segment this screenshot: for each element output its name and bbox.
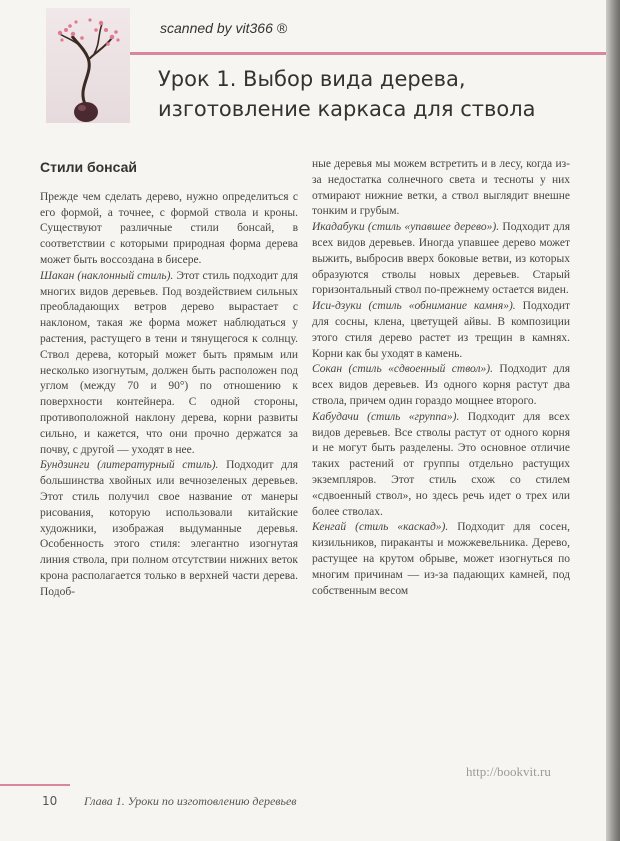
scanned-by-label: scanned by vit366 ® xyxy=(160,20,288,36)
style-name: Кабудачи (стиль «группа»). xyxy=(312,410,460,423)
style-name: Иси-дзуки (стиль «обнимание камня»). xyxy=(312,300,516,313)
paragraph: Прежде чем сделать дерево, нужно определиться с его формой, а точнее, с формой ствола и кроны. Существуют различные стили бонсай, в соответствии с которыми природная форма дерева может быть воссоздана в бисере. xyxy=(40,190,298,266)
paragraph xyxy=(312,220,570,299)
footer-divider xyxy=(0,784,70,786)
lesson-title-line-2: изготовление каркаса для ствола xyxy=(158,97,536,121)
watermark-url: http://bookvit.ru xyxy=(466,764,551,779)
left-column xyxy=(40,160,298,601)
style-name: Шакан (наклонный стиль). xyxy=(40,269,174,282)
style-description: Подходит для всех видов деревьев. Все стволы растут от одного корня и не могут быть разделены. Это основное отличие таких растений от группы отдельно растущих экземпляров. Этот стиль схож со стилем «сдвоенный ствол», но здесь речь идет о трех или более стволах. xyxy=(312,410,570,518)
lesson-title-line-1: Урок 1. Выбор вида дерева, xyxy=(158,67,466,91)
style-description: Подходит для сосен, кизильников, пираканты и можжевельника. Дерево, растущее на крутом обрыве, может изогнуться по многим причинам — из-за падающих камней, под собственным весом xyxy=(312,521,570,597)
style-name: Кенгай (стиль «каскад»). xyxy=(312,521,449,534)
style-description: Подходит для всех видов деревьев. Из одного корня растут два ствола, причем один гораздо мощнее второго. xyxy=(312,363,571,407)
lesson-title xyxy=(158,64,578,124)
paragraph: ные деревья мы можем встретить и в лесу, когда из-за недостатка солнечного света и тесноты у них отмирают нижние ветки, а ствол выглядит внешне тонким и грубым. xyxy=(312,158,570,218)
page-number: 10 xyxy=(42,794,58,808)
paragraph xyxy=(312,410,570,521)
style-description: Подходит для всех видов деревьев. Иногда упавшее дерево может выжить, выбросив вверх боковые ветви, из которых образуются стволы новых деревьев. Старый горизонтальный ствол по-прежнему остается виден. xyxy=(312,221,571,297)
header-divider xyxy=(130,52,606,55)
paragraph xyxy=(40,458,298,600)
right-column xyxy=(312,157,570,599)
chapter-title: Глава 1. Уроки по изготовлению деревьев xyxy=(84,794,297,808)
style-description: Подходит для сосны, клена, цветущей айвы. В композиции этого стиля дерево растет из трещин в камнях. Корни как бы уходят в камень. xyxy=(312,300,571,360)
section-heading: Стили бонсай xyxy=(40,159,137,175)
bonsai-photo xyxy=(46,8,130,123)
style-description: Этот стиль подходит для многих видов деревьев. Под воздействием сильных преобладающих ветров дерево вырастает с наклоном, такая же форма может наблюдаться у растения, растущего в тени и тянущегося к солнцу. Ствол дерева, который может быть прямым или несколько изогнутым, должен быть расположен под углом (между 70 и 90°) по отношению к поверхности контейнера. С одной стороны, противоположной наклону дерева, корни развиты сильно, и кажется, что они прочно держатся за почву, с другой — уходят в нее. xyxy=(40,269,298,456)
style-name: Икадабуки (стиль «упавшее дерево»). xyxy=(312,221,500,234)
style-name: Сокан (стиль «сдвоенный ствол»). xyxy=(312,363,493,376)
paragraph xyxy=(312,299,570,362)
style-name: Бундзинги (литературный стиль). xyxy=(40,459,219,472)
style-description: Подходит для большинства хвойных или вечнозеленых деревьев. Этот стиль получил свое название от манеры рисования, которую использовали китайские художники, изображая выдуманные деревья. Особенность этого стиля: элегантно изогнутая линия ствола, при полном отсутствии нижних веток крона располагается только в верхней части дерева. Подоб- xyxy=(40,459,298,598)
bonsai-tree-icon xyxy=(46,8,130,123)
book-spine-shadow xyxy=(606,0,620,841)
paragraph xyxy=(312,520,570,599)
paragraph xyxy=(312,362,570,409)
paragraph xyxy=(40,269,298,459)
